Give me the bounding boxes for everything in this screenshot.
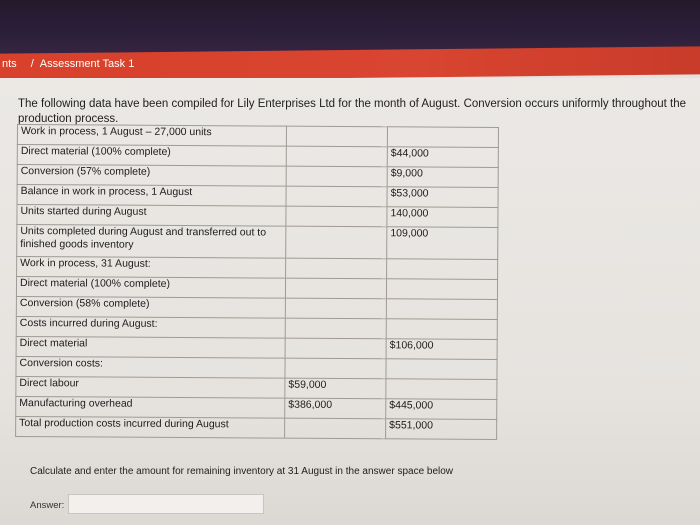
- row-subtotal: [285, 318, 386, 339]
- answer-input[interactable]: [68, 494, 264, 514]
- row-amount: 109,000: [387, 227, 498, 260]
- row-amount: $551,000: [386, 419, 497, 440]
- row-subtotal: [286, 186, 387, 207]
- intro-text: The following data have been compiled for Lily Enterprises Ltd for the month of August. Conversion occurs uniformly throughout the production process.: [18, 98, 687, 125]
- row-amount: [386, 299, 497, 320]
- row-subtotal: [285, 278, 386, 299]
- row-amount: $9,000: [387, 167, 498, 188]
- row-amount: [386, 279, 497, 300]
- breadcrumb-current[interactable]: Assessment Task 1: [39, 58, 135, 70]
- breadcrumb-separator: /: [30, 58, 34, 70]
- row-label: Direct material (100% complete): [17, 145, 286, 167]
- row-subtotal: [285, 358, 386, 379]
- row-label: Work in process, 1 August – 27,000 units: [17, 125, 286, 147]
- row-subtotal: [286, 206, 387, 227]
- row-subtotal: [286, 258, 387, 279]
- breadcrumb: [2, 58, 134, 70]
- row-amount: [386, 379, 497, 400]
- row-subtotal: $386,000: [285, 398, 386, 419]
- row-label: Direct material: [16, 336, 285, 358]
- row-subtotal: [285, 298, 386, 319]
- row-label: Direct material (100% complete): [16, 277, 285, 299]
- row-subtotal: $59,000: [285, 378, 386, 399]
- row-amount: $106,000: [386, 339, 497, 360]
- row-amount: $53,000: [387, 187, 498, 208]
- question-text: Calculate and enter the amount for remaining inventory at 31 August in the answer space below: [30, 466, 454, 477]
- table-row: [17, 225, 498, 260]
- row-amount: [387, 259, 498, 280]
- row-label: Conversion (58% complete): [16, 296, 285, 318]
- row-amount: [386, 319, 497, 340]
- row-amount: $445,000: [386, 399, 497, 420]
- data-table: [15, 124, 499, 440]
- row-amount: [387, 127, 498, 148]
- row-label: Conversion (57% complete): [17, 165, 286, 187]
- row-label: Work in process, 31 August:: [17, 257, 286, 279]
- row-label: Conversion costs:: [16, 356, 285, 378]
- row-label: Costs incurred during August:: [16, 316, 285, 338]
- answer-label: Answer:: [30, 500, 65, 511]
- row-label: Manufacturing overhead: [16, 396, 285, 418]
- row-label: Direct labour: [16, 376, 285, 398]
- row-label: Total production costs incurred during August: [16, 416, 285, 438]
- row-amount: $44,000: [387, 147, 498, 168]
- breadcrumb-prefix[interactable]: nts: [2, 58, 17, 70]
- row-subtotal: [285, 418, 386, 439]
- row-amount: [386, 359, 497, 380]
- row-subtotal: [286, 146, 387, 167]
- row-label: Balance in work in process, 1 August: [17, 185, 286, 207]
- row-label: Units started during August: [17, 205, 286, 227]
- row-label: Units completed during August and transferred out to finished goods inventory: [17, 225, 286, 259]
- row-subtotal: [286, 226, 387, 259]
- row-subtotal: [285, 338, 386, 359]
- row-subtotal: [286, 126, 387, 147]
- table-row: [16, 416, 497, 439]
- row-amount: 140,000: [387, 207, 498, 228]
- row-subtotal: [286, 166, 387, 187]
